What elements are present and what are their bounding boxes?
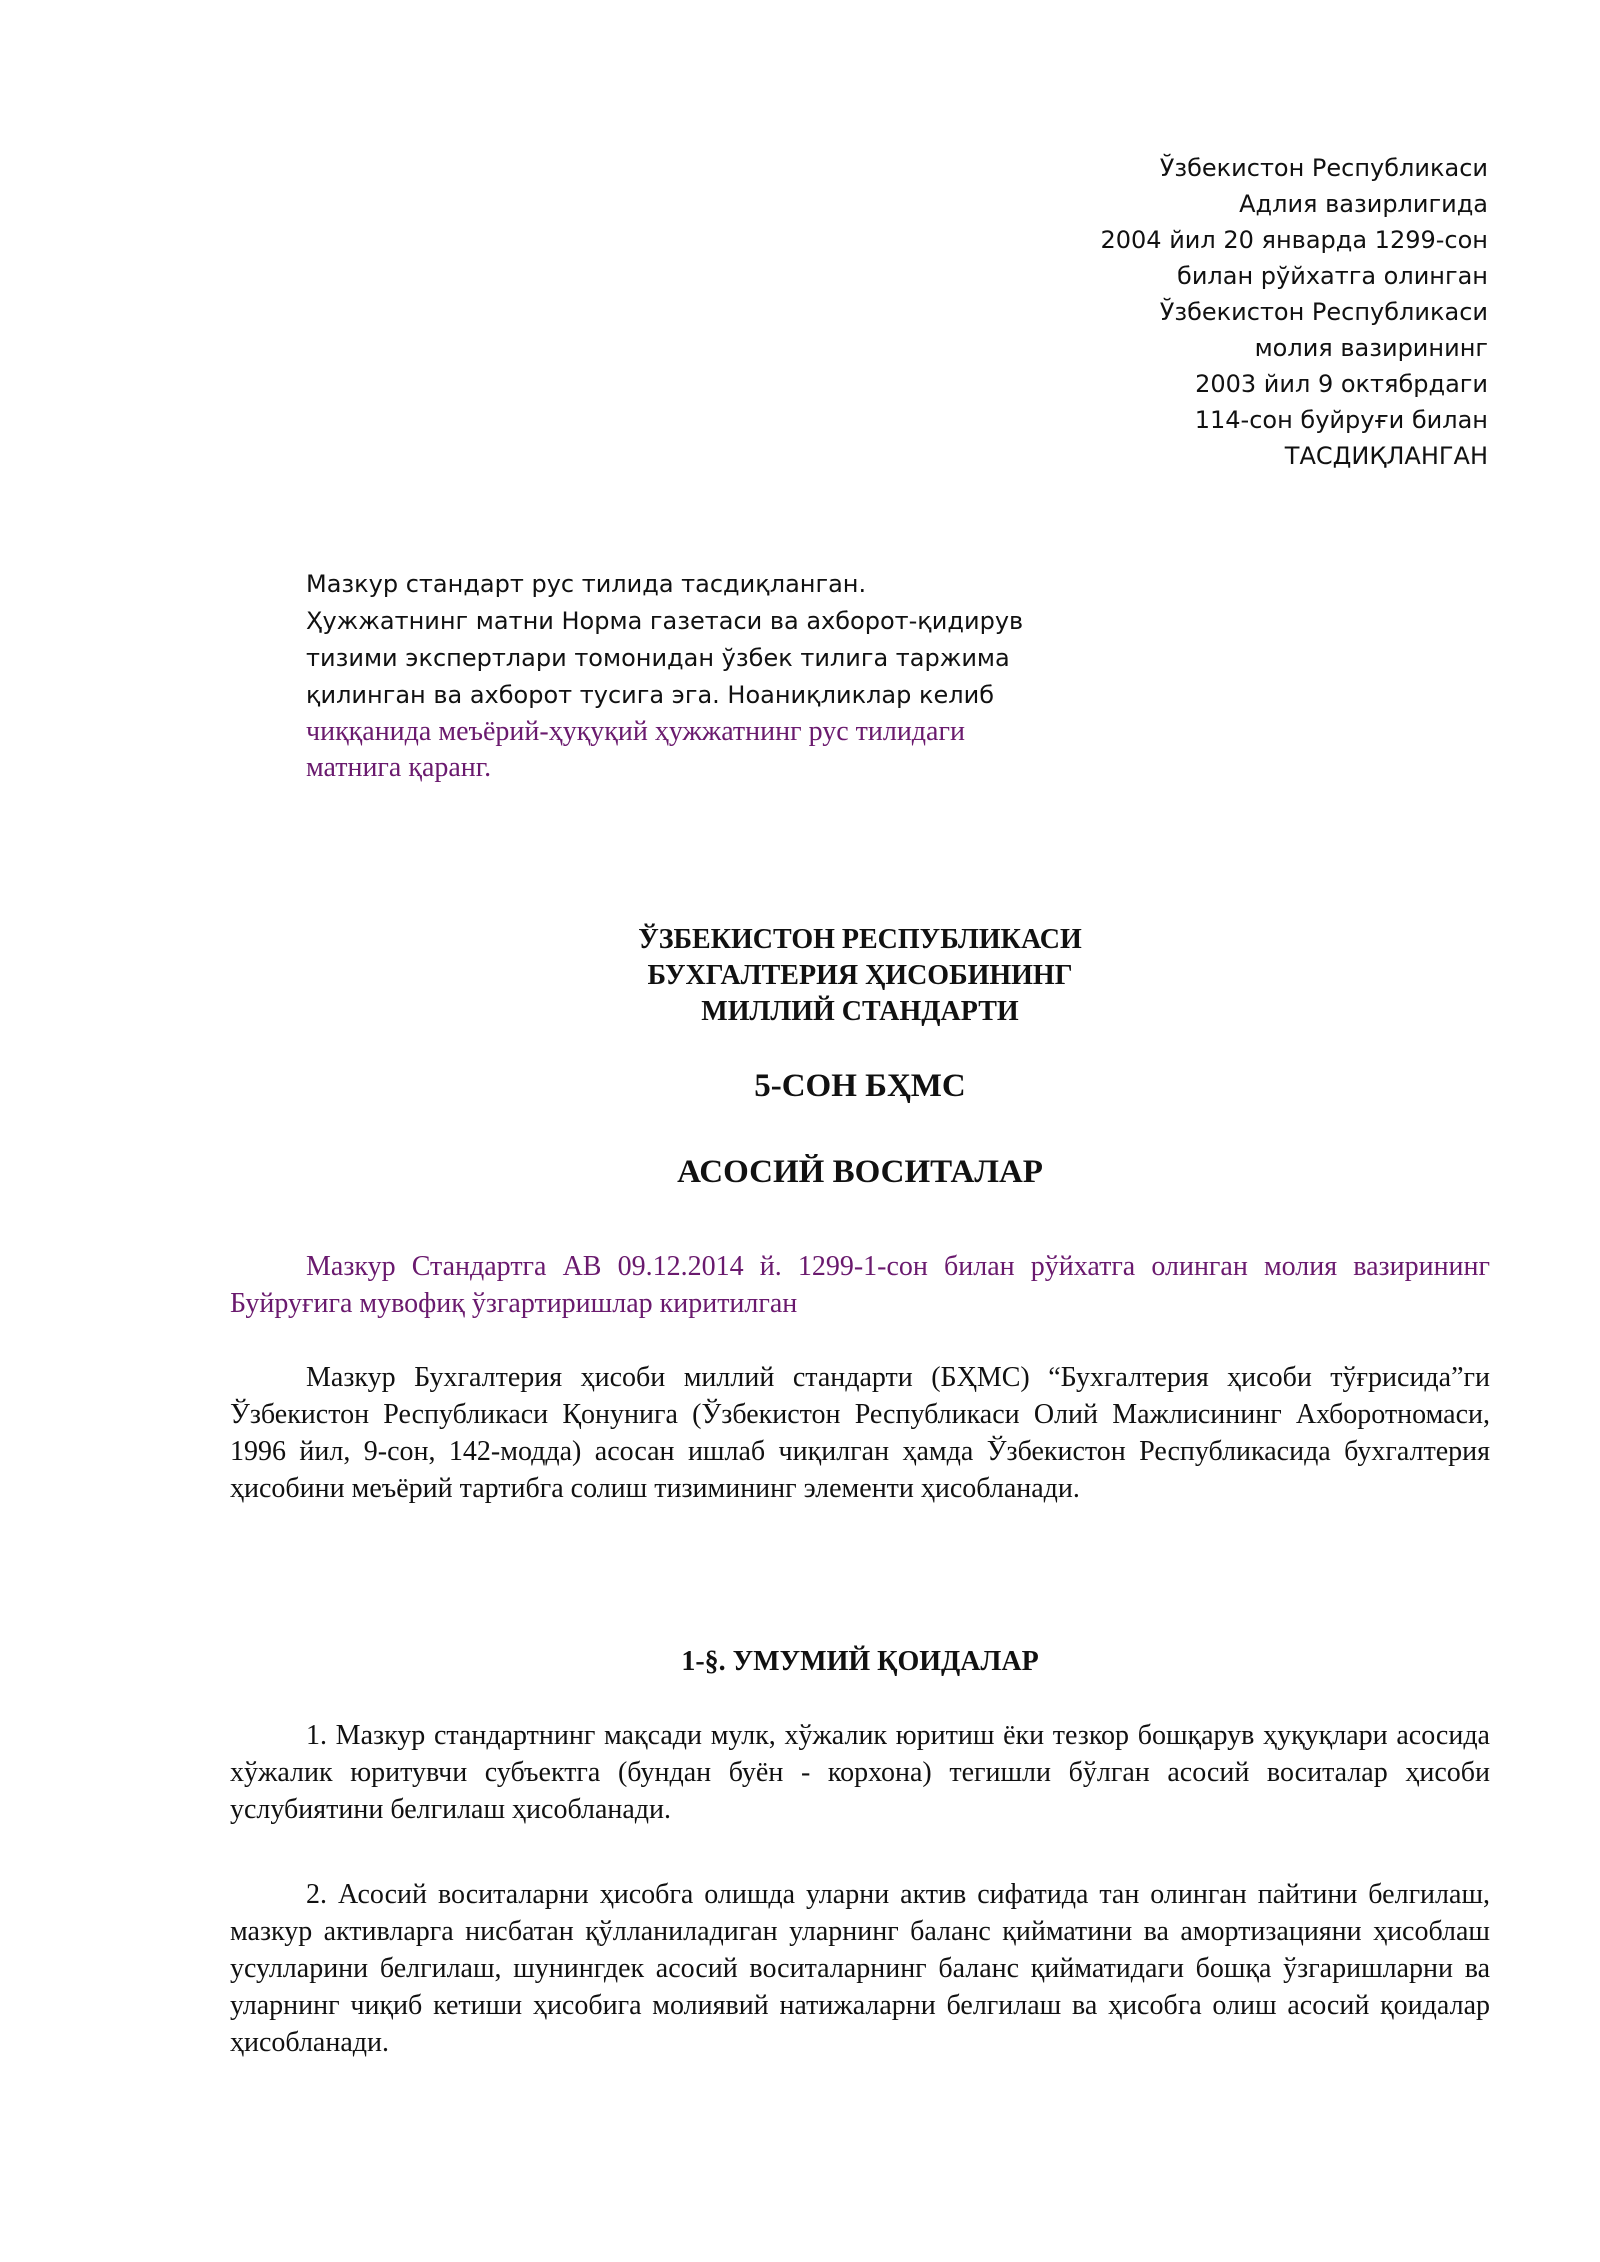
approval-line: ТАСДИҚЛАНГАН — [1284, 442, 1488, 470]
approval-line: 114-сон буйруғи билан — [1194, 406, 1488, 434]
note-line-highlighted: матнига қаранг. — [306, 752, 492, 783]
approval-line: Ўзбекистон Республикаси — [1159, 298, 1488, 326]
standard-number: 5-СОН БҲМС — [754, 1068, 966, 1104]
amendment-note: Мазкур Стандартга АВ 09.12.2014 й. 1299-1-сон билан рўйхатга олинган молия вазирининг Буйруғига мувофиқ ўзгартиришлар киритилган — [230, 1251, 1490, 1319]
document-title-block — [230, 922, 1490, 1192]
title-line: ЎЗБЕКИСТОН РЕСПУБЛИКАСИ — [638, 924, 1082, 955]
approval-line: Адлия вазирлигида — [1239, 190, 1488, 218]
intro-paragraph: Мазкур Бухгалтерия ҳисоби миллий стандарти (БҲМС) “Бухгалтерия ҳисоби тўғрисида”ги Ўзбекистон Республикаси Қонунига (Ўзбекистон Республикаси Олий Мажлисининг Ахборотномаси, 1996 йил, 9-сон, 142-модда) асосан ишлаб чиқилган ҳамда Ўзбекистон Республикасида бухгалтерия ҳисобини меъёрий тартибга солиш тизимининг элементи ҳисобланади. — [230, 1362, 1490, 1504]
translation-note — [306, 566, 1106, 786]
note-line: тизими экспертлари томонидан ўзбек тилига таржима — [306, 644, 1010, 672]
section-title: 1-§. УМУМИЙ ҚОИДАЛАР — [681, 1646, 1039, 1677]
section-paragraph: 1. Мазкур стандартнинг мақсади мулк, хўжалик юритиш ёки тезкор бошқарув ҳуқуқлари асосида хўжалик юритувчи субъектга (бундан буён - корхона) тегишли бўлган асосий воситалар ҳисоби услубиятини белгилаш ҳисобланади. — [230, 1720, 1490, 1825]
note-line: Ҳужжатнинг матни Норма газетаси ва ахборот-қидирув — [306, 607, 1024, 635]
standard-name: АСОСИЙ ВОСИТАЛАР — [677, 1154, 1043, 1190]
note-line-highlighted: чиққанида меъёрий-ҳуқуқий ҳужжатнинг рус тилидаги — [306, 716, 965, 747]
note-line: Мазкур стандарт рус тилида тасдиқланган. — [306, 570, 867, 598]
title-line: БУХГАЛТЕРИЯ ҲИСОБИНИНГ — [647, 960, 1073, 991]
section-paragraph: 2. Асосий воситаларни ҳисобга олишда уларни актив сифатида тан олинган пайтини белгилаш, мазкур активларга нисбатан қўлланиладиган уларнинг баланс қийматини ва амортизацияни ҳисоблаш усулларини белгилаш, шунингдек асосий воситаларнинг баланс қийматидаги бошқа ўзгаришларни ва уларнинг чиқиб кетиши ҳисобига молиявий натижаларни белгилаш ва ҳисобга олиш асосий қоидалар ҳисобланади. — [230, 1879, 1490, 2058]
approval-stamp-block — [968, 150, 1488, 474]
title-line: МИЛЛИЙ СТАНДАРТИ — [701, 996, 1019, 1027]
note-line: қилинган ва ахборот тусига эга. Ноаниқликлар келиб — [306, 681, 994, 709]
approval-line: молия вазирининг — [1254, 334, 1488, 362]
approval-line: 2004 йил 20 январда 1299-сон — [1100, 226, 1488, 254]
approval-line: билан рўйхатга олинган — [1177, 262, 1488, 290]
approval-line: 2003 йил 9 октябрдаги — [1195, 370, 1488, 398]
approval-line: Ўзбекистон Республикаси — [1159, 154, 1488, 182]
